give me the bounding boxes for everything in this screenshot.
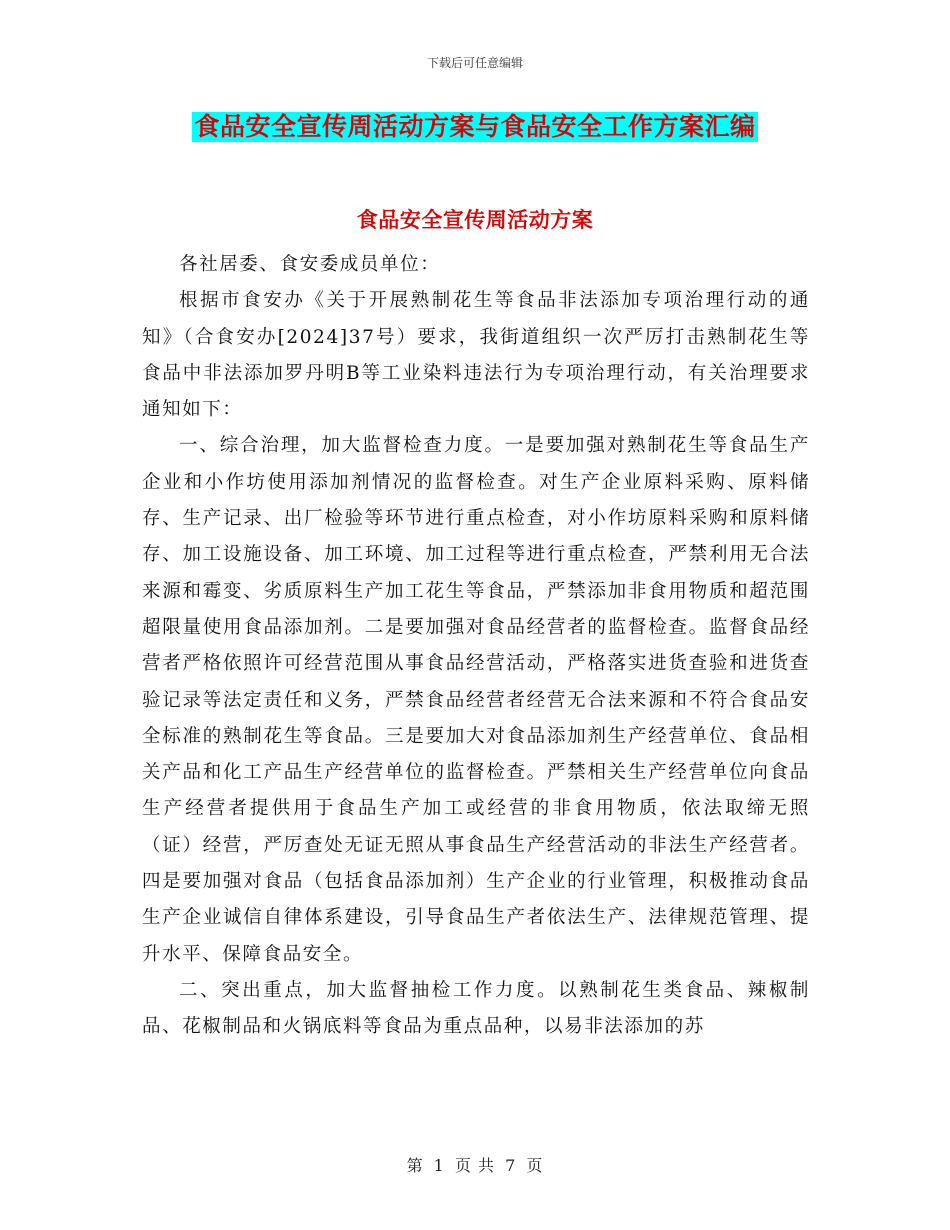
sub-title: 食品安全宣传周活动方案 (356, 207, 594, 232)
page-current-number: 1 (433, 1156, 445, 1175)
page-footer (0, 1153, 950, 1176)
main-title (0, 112, 950, 142)
page-total-number: 7 (505, 1156, 517, 1175)
paragraph-salutation: 各社居委、食安委成员单位： (179, 254, 441, 275)
page-label-prefix: 第 (406, 1156, 424, 1175)
paragraph-section-1: 一、综合治理，加大监督检查力度。一是要加强对熟制花生等食品生产企业和小作坊使用添加剂情况的监督检查。对生产企业原料采购、原料储存、生产记录、出厂检验等环节进行重点检查，对小作坊原料采购和原料储存、加工设施设备、加工环境、加工过程等进行重点检查，严禁利用无合法来源和霉变、劣质原料生产加工花生等食品，严禁添加非食用物质和超范围超限量使用食品添加剂。二是要加强对食品经营者的监督检查。监督食品经营者严格依照许可经营范围从事食品经营活动，严格落实进货查验和进货查验记录等法定责任和义务，严禁食品经营者经营无合法来源和不符合食品安全标准的熟制花生等食品。三是要加大对食品添加剂生产经营单位、食品相关产品和化工产品生产经营单位的监督检查。严禁相关生产经营单位向食品生产经营者提供用于食品生产加工或经营的非食用物质，依法取缔无照（证）经营，严厉查处无证无照从事食品生产经营活动的非法生产经营者。四是要加强对食品（包括食品添加剂）生产企业的行业管理，积极推动食品生产企业诚信自律体系建设，引导食品生产者依法生产、法律规范管理、提升水平、保障食品安全。 (142, 435, 810, 965)
main-title-text: 食品安全宣传周活动方案与食品安全工作方案汇编 (194, 112, 756, 141)
page-header-note: 下载后可任意编辑 (426, 56, 523, 70)
page-label-mid: 页 共 (454, 1156, 496, 1175)
document-body (142, 247, 810, 1046)
paragraph-intro: 根据市食安办《关于开展熟制花生等食品非法添加专项治理行动的通知》（合食安办[2024]37号）要求，我街道组织一次严厉打击熟制花生等食品中非法添加罗丹明B等工业染料违法行为专项治理行动，有关治理要求通知如下： (142, 290, 810, 421)
page-label-suffix: 页 (526, 1156, 544, 1175)
paragraph-section-2: 二、突出重点，加大监督抽检工作力度。以熟制花生类食品、辣椒制品、花椒制品和火锅底料等食品为重点品种，以易非法添加的苏 (142, 979, 810, 1038)
